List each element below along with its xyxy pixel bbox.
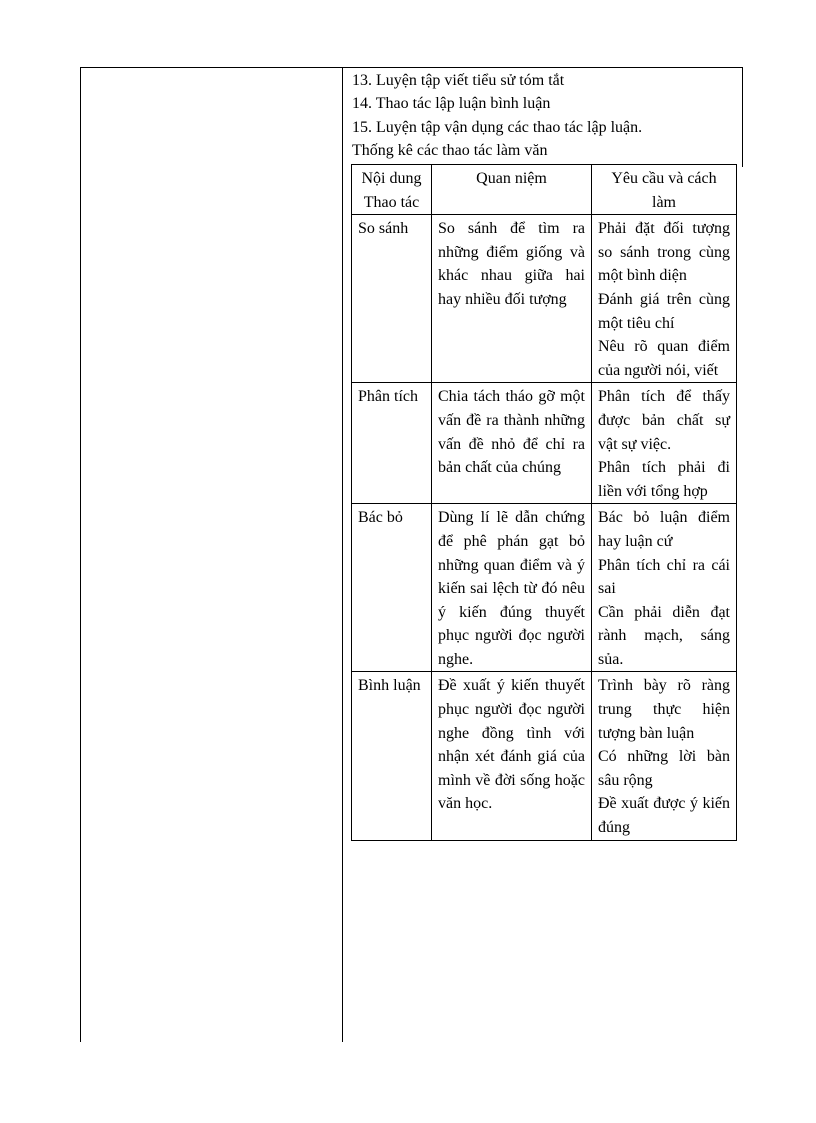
table-row <box>352 504 737 672</box>
row-requirements <box>592 215 737 383</box>
outer-frame-right-border <box>742 67 743 167</box>
table-row <box>352 383 737 504</box>
row-requirements <box>592 672 737 840</box>
header-requirements: Yêu cầu và cách làm <box>592 165 737 215</box>
operations-table <box>351 164 737 841</box>
requirement-item: Nêu rõ quan điểm của người nói, viết <box>598 338 730 379</box>
row-concept: Dùng lí lẽ dẫn chứng để phê phán gạt bỏ những quan điểm và ý kiến sai lệch từ đó nêu ý kiến đúng thuyết phục người đọc người nghe. <box>432 504 592 672</box>
requirement-item: Bác bỏ luận điểm hay luận cứ <box>598 509 730 550</box>
header-operation: Nội dung Thao tác <box>352 165 432 215</box>
outer-frame-top-border <box>80 67 743 68</box>
outer-frame-column-divider <box>342 67 343 1042</box>
requirement-item: Đề xuất được ý kiến đúng <box>598 795 730 837</box>
row-operation-name: Bình luận <box>352 672 432 840</box>
outer-frame-left-border <box>80 67 81 1042</box>
row-concept: Chia tách tháo gỡ một vấn đề ra thành những vấn đề nhỏ để chỉ ra bản chất của chúng <box>432 383 592 504</box>
table-row <box>352 672 737 840</box>
table-caption: Thống kê các thao tác làm văn <box>352 142 548 159</box>
requirement-item: Phân tích phải đi liền với tổng hợp <box>598 459 730 500</box>
requirement-item: Phân tích chỉ ra cái sai <box>598 556 730 598</box>
requirement-item: Có những lời bàn sâu rộng <box>598 748 730 789</box>
row-requirements <box>592 383 737 504</box>
requirement-item: Đánh giá trên cùng một tiêu chí <box>598 290 730 332</box>
row-operation-name: Phân tích <box>352 383 432 504</box>
intro-line-13: 13. Luyện tập viết tiểu sử tóm tắt <box>352 72 565 89</box>
header-concept: Quan niệm <box>432 165 592 215</box>
row-requirements <box>592 504 737 672</box>
requirement-item: Cần phải diễn đạt rành mạch, sáng sủa. <box>598 603 730 668</box>
row-concept: So sánh để tìm ra những điểm giống và khác nhau giữa hai hay nhiều đối tượng <box>432 215 592 383</box>
intro-line-14: 14. Thao tác lập luận bình luận <box>352 95 551 112</box>
requirement-item: Trình bày rõ ràng trung thực hiện tượng bàn luận <box>598 677 730 742</box>
row-operation-name: So sánh <box>352 215 432 383</box>
requirement-item: Phân tích để thấy được bản chất sự vật sự việc. <box>598 388 730 453</box>
requirement-item: Phải đặt đối tượng so sánh trong cùng một bình diện <box>598 220 730 285</box>
row-operation-name: Bác bỏ <box>352 504 432 672</box>
row-concept: Đề xuất ý kiến thuyết phục người đọc người nghe đồng tình với nhận xét đánh giá của mình về đời sống hoặc văn học. <box>432 672 592 840</box>
table-header-row <box>352 165 737 215</box>
table-row <box>352 215 737 383</box>
intro-line-15: 15. Luyện tập vận dụng các thao tác lập luận. <box>352 119 643 136</box>
